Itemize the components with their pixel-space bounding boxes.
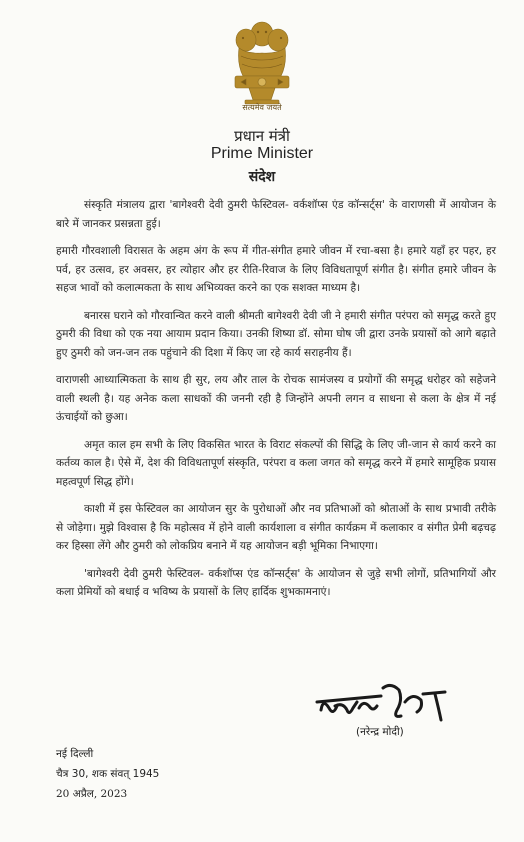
emblem-motto: सत्यमेव जयते (242, 103, 282, 112)
paragraph: संस्कृति मंत्रालय द्वारा 'बागेश्वरी देवी ठुमरी फेस्टिवल- वर्कशॉप्स एंड कॉन्सर्ट्स' के वाराणसी में आयोजन के बारे में जानकर प्रसन्नता हुई। (56, 199, 496, 230)
paragraph: काशी में इस फेस्टिवल का आयोजन सुर के पुरोधाओं और नव प्रतिभाओं को श्रोताओं के साथ प्रभावी तरीके से जोड़ेगा। मुझे विश्वास है कि महोत्सव में होने वाली कार्यशाला व संगीत कार्यक्रम में कलाकार व संगीत प्रेमी बढ़चढ़ कर हिस्सा लेंगे और ठुमरी को लोकप्रिय बनाने में यह आयोजन बड़ी भूमिका निभाएगा। (56, 503, 496, 552)
title-english: Prime Minister (210, 145, 314, 162)
paragraph: 'बागेश्वरी देवी ठुमरी फेस्टिवल- वर्कशॉप्स एंड कॉन्सर्ट्स' के आयोजन से जुड़े सभी लोगों, प्रतिभागियों और कला प्रेमियों को बधाई व भविष्य के प्रयासों के लिए हार्दिक शुभकामनाएं। (56, 567, 496, 598)
message-body (56, 196, 496, 611)
paragraph: अमृत काल हम सभी के लिए विकसित भारत के विराट संकल्पों की सिद्धि के लिए जी-जान से कार्य करने का कर्तव्य काल है। ऐसे में, देश की विविधतापूर्ण संस्कृति, परंपरा व कला जगत को समृद्ध करने में हमारे सामूहिक प्रयास महत्वपूर्ण सिद्ध होंगे। (56, 438, 496, 488)
message-heading: संदेश (248, 169, 276, 185)
title-hindi: प्रधान मंत्री (234, 127, 290, 145)
letter-footer (56, 744, 159, 804)
paragraph: बनारस घराने को गौरवान्वित करने वाली श्रीमती बागेश्वरी देवी जी ने हमारी संगीत परंपरा को समृद्ध करते हुए ठुमरी की विधा को एक नया आयाम प्रदान किया। उनकी शिष्या डॉ. सोमा घोष जी द्वारा उनके प्रयासों को आगे बढ़ाते हुए ठुमरी को जन-जन तक पहुंचाने की दिशा में किए जा रहे कार्य सराहनीय हैं। (56, 309, 496, 359)
state-emblem-icon (219, 20, 305, 114)
signatory-name: (नरेन्द्र मोदी) (356, 726, 404, 738)
paragraph: वाराणसी आध्यात्मिकता के साथ ही सुर, लय और ताल के रोचक सामंजस्य व प्रयोगों की समृद्ध धरोहर को सहेजने वाली स्थली है। यह अनेक कला साधकों की जननी रही है जिन्होंने अपनी लगन व साधना से कला के क्षेत्र में नई ऊंचाईयों को छुआ। (56, 374, 496, 423)
date-saka: चैत्र 30, शक संवत् 1945 (56, 768, 160, 780)
paragraph: हमारी गौरवशाली विरासत के अहम अंग के रूप में गीत-संगीत हमारे जीवन में रचा-बसा है। हमारे यहाँ हर पहर, हर पर्व, हर उत्सव, हर अवसर, हर त्योहार और हर रीति-रिवाज के लिए विविधतापूर्ण संगीत है। संगीत हमारे जीवन के सहज भावों को कलात्मकता के साथ अभिव्यक्त करने का एक सशक्त माध्यम है। (56, 245, 496, 294)
date-gregorian: 20 अप्रैल, 2023 (56, 788, 128, 800)
place: नई दिल्ली (56, 748, 94, 760)
